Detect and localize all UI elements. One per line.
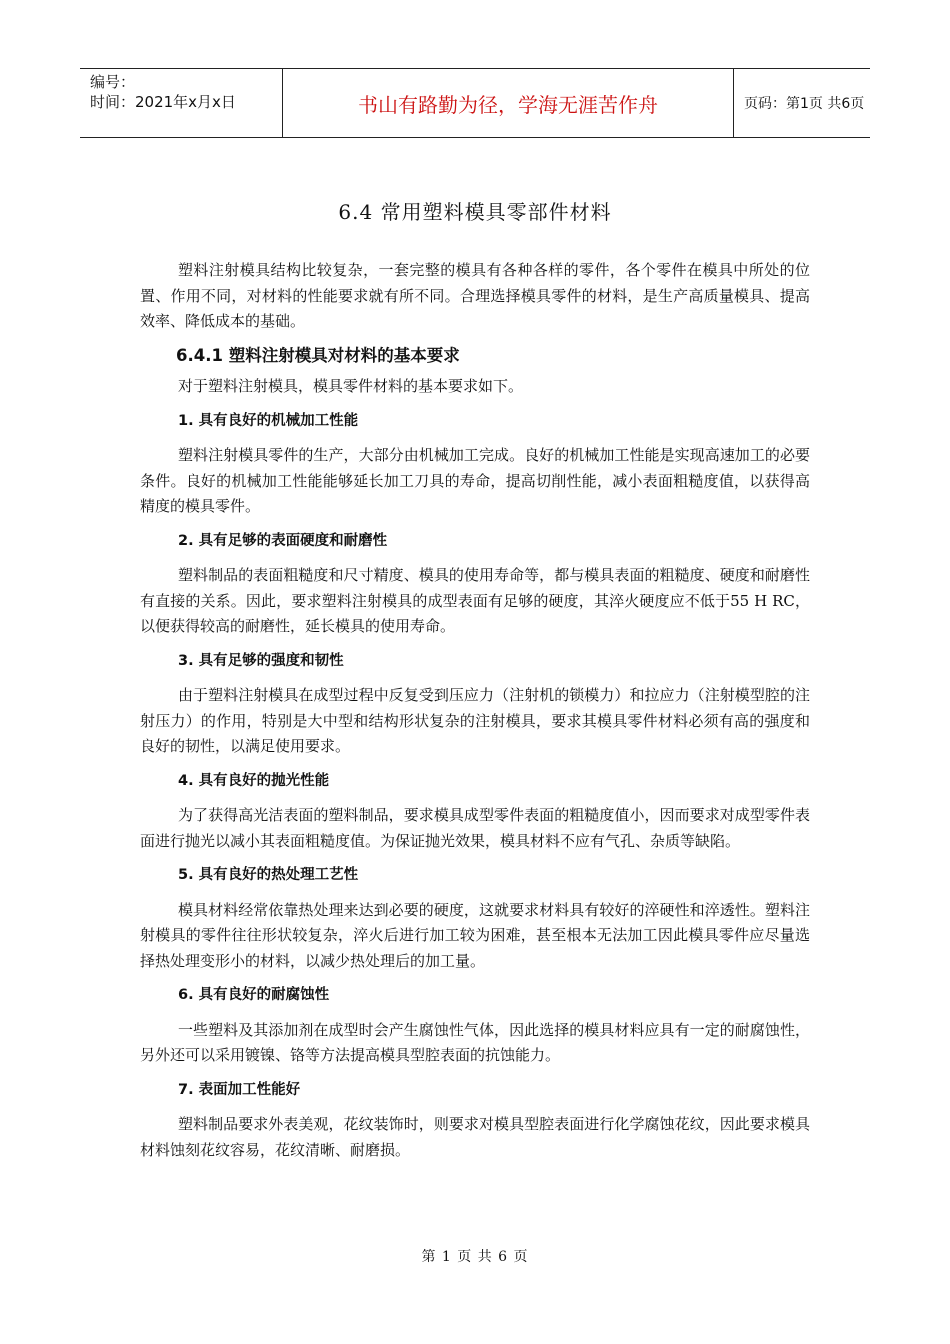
item-heading: 3. 具有足够的强度和韧性: [178, 652, 344, 669]
item-heading: 7. 表面加工性能好: [178, 1081, 301, 1098]
number-label: 编号：: [90, 73, 136, 91]
item-text: 模具材料经常依靠热处理来达到必要的硬度，这就要求材料具有较好的淬硬性和淬透性。塑料注射模具的零件往往形状较复杂，淬火后进行加工较为困难，甚至根本无法加工因此模具零件应尽量选择热处理变形小的材料，以减少热处理后的加工量。: [140, 900, 810, 970]
item-heading: 5. 具有良好的热处理工艺性: [178, 867, 359, 883]
item-text: 塑料注射模具零件的生产，大部分由机械加工完成。良好的机械加工性能是实现高速加工的必要条件。良好的机械加工性能能够延长加工刀具的寿命，提高切削性能，减小表面粗糙度值，以获得高精度的模具零件。: [140, 446, 810, 515]
header-meta: [80, 69, 282, 137]
item-heading: 6. 具有良好的耐腐蚀性: [178, 987, 330, 1003]
item-text: 为了获得高光洁表面的塑料制品，要求模具成型零件表面的粗糙度值小，因而要求对成型零件表面进行抛光以减小其表面粗糙度值。为保证抛光效果，模具材料不应有气孔、杂质等缺陷。: [140, 806, 810, 850]
item-heading: 1. 具有良好的机械加工性能: [178, 412, 359, 429]
section-intro: 对于塑料注射模具，模具零件材料的基本要求如下。: [178, 377, 524, 395]
intro-paragraph: 塑料注射模具结构比较复杂，一套完整的模具有各种各样的零件，各个零件在模具中所处的位置、作用不同，对材料的性能要求就有所不同。合理选择模具零件的材料，是生产高质量模具、提高效率、降低成本的基础。: [140, 261, 810, 330]
item-text: 一些塑料及其添加剂在成型时会产生腐蚀性气体，因此选择的模具材料应具有一定的耐腐蚀性，另外还可以采用镀镍、铬等方法提高模具型腔表面的抗蚀能力。: [140, 1020, 810, 1064]
item-heading: 4. 具有良好的抛光性能: [178, 772, 330, 789]
header-motto: 书山有路勤为径，学海无涯苦作舟: [282, 69, 734, 137]
page-footer: 第 1 页 共 6 页: [421, 1249, 529, 1265]
section-heading: 6.4.1 塑料注射模具对材料的基本要求: [176, 345, 460, 365]
item-heading: 2. 具有足够的表面硬度和耐磨性: [178, 532, 388, 549]
item-text: 由于塑料注射模具在成型过程中反复受到压应力（注射机的锁模力）和拉应力（注射模型腔的注射压力）的作用，特别是大中型和结构形状复杂的注射模具，要求其模具零件材料必须有高的强度和良好的韧性，以满足使用要求。: [140, 686, 810, 755]
document-body: [140, 258, 810, 1163]
item-text: 塑料制品的表面粗糙度和尺寸精度、模具的使用寿命等，都与模具表面的粗糙度、硬度和耐磨性有直接的关系。因此，要求塑料注射模具的成型表面有足够的硬度，其淬火硬度应不低于55 H RC，以便获得较高的耐磨性，延长模具的使用寿命。: [140, 566, 810, 635]
page-header: [80, 68, 870, 138]
header-page-info: 页码：第1页 共6页: [744, 96, 865, 112]
document-title: 6.4 常用塑料模具零部件材料: [338, 200, 612, 224]
item-text: 塑料制品要求外表美观，花纹装饰时，则要求对模具型腔表面进行化学腐蚀花纹，因此要求模具材料蚀刻花纹容易，花纹清晰、耐磨损。: [140, 1115, 810, 1159]
date-label: 时间：2021年x月x日: [90, 93, 236, 111]
